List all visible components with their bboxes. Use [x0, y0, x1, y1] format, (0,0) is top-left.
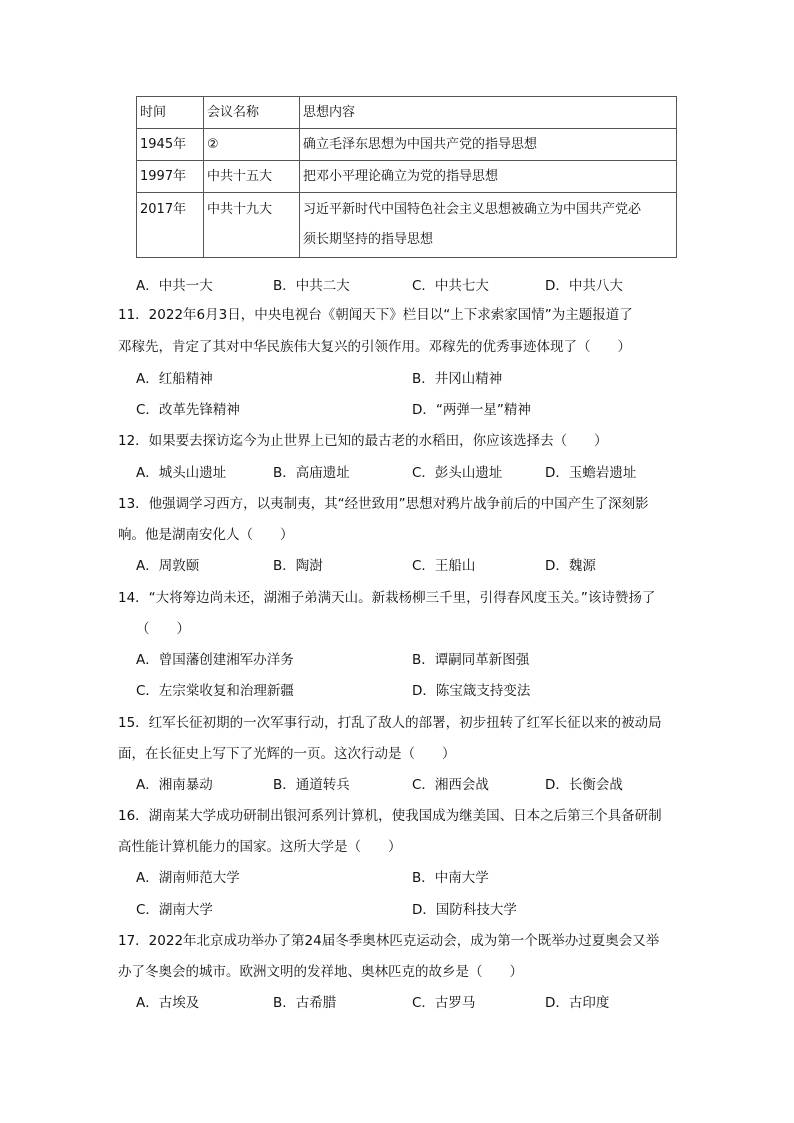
- table-header-cell: 思想内容: [300, 97, 677, 129]
- table-cell-content-line: 习近平新时代中国特色社会主义思想被确立为中国共产党必: [303, 202, 642, 217]
- q11-stem-line1: 11．2022年6月3日，中央电视台《朝闻天下》栏目以“上下求索家国情”为主题报道了: [118, 307, 633, 323]
- q12-option-c[interactable]: C．彭头山遗址: [412, 465, 503, 481]
- q10-option-a[interactable]: A．中共一大: [136, 278, 213, 294]
- q12-option-d[interactable]: D．玉蟾岩遗址: [545, 465, 637, 481]
- q15-option-c[interactable]: C．湘西会战: [412, 777, 489, 793]
- q11-option-a[interactable]: A．红船精神: [136, 371, 213, 387]
- q17-option-b[interactable]: B．古希腊: [273, 995, 337, 1011]
- q11-option-b[interactable]: B．井冈山精神: [412, 371, 503, 387]
- q17-option-a[interactable]: A．古埃及: [136, 995, 200, 1011]
- table-cell-meeting: 中共十九大: [204, 193, 300, 258]
- q17-stem-line1: 17．2022年北京成功举办了第24届冬季奥林匹克运动会，成为第一个既举办过夏奥会又举: [118, 933, 660, 949]
- q14-stem-line1: 14．“大将筹边尚未还，湖湘子弟满天山。新栽杨柳三千里，引得春风度玉关。”该诗赞扬了: [118, 590, 656, 606]
- q12-option-b[interactable]: B．高庙遗址: [273, 465, 350, 481]
- q15-option-d[interactable]: D．长衡会战: [545, 777, 623, 793]
- q15-stem-line2: 面，在长征史上写下了光辉的一页。这次行动是（ ）: [118, 746, 456, 762]
- q14-option-a[interactable]: A．曾国藩创建湘军办洋务: [136, 652, 294, 668]
- table-cell-content-line: 须长期坚持的指导思想: [303, 232, 434, 247]
- q14-stem-line2: （ ）: [136, 621, 190, 637]
- q17-option-d[interactable]: D．古印度: [545, 995, 610, 1011]
- table-header-cell: 时间: [137, 97, 204, 129]
- q15-stem-line1: 15．红军长征初期的一次军事行动，打乱了敌人的部署，初步扭转了红军长征以来的被动局: [118, 715, 662, 731]
- q13-stem-line1: 13．他强调学习西方，以夷制夷，其“经世致用”思想对鸦片战争前后的中国产生了深刻影: [118, 496, 649, 512]
- table-row: [137, 129, 677, 161]
- table-cell-content: [300, 193, 677, 258]
- q17-option-c[interactable]: C．古罗马: [412, 995, 476, 1011]
- q16-stem-line1: 16．湖南某大学成功研制出银河系列计算机，使我国成为继美国、日本之后第三个具备研制: [118, 808, 662, 824]
- q11-option-c[interactable]: C．改革先锋精神: [136, 402, 240, 418]
- q13-option-d[interactable]: D．魏源: [545, 558, 596, 574]
- table-cell-meeting: 中共十五大: [204, 161, 300, 193]
- q14-option-d[interactable]: D．陈宝箴支持变法: [412, 683, 531, 699]
- q11-stem-line2: 邓稼先，肯定了其对中华民族伟大复兴的引领作用。邓稼先的优秀事迹体现了（ ）: [118, 339, 631, 355]
- q13-option-b[interactable]: B．陶澍: [273, 558, 323, 574]
- table-cell-meeting: ②: [204, 129, 300, 161]
- q16-option-c[interactable]: C．湖南大学: [136, 902, 213, 918]
- q13-option-c[interactable]: C．王船山: [412, 558, 476, 574]
- table-header-cell: 会议名称: [204, 97, 300, 129]
- table-cell-content: 把邓小平理论确立为党的指导思想: [300, 161, 677, 193]
- q16-option-b[interactable]: B．中南大学: [412, 870, 489, 886]
- q16-option-a[interactable]: A．湖南师范大学: [136, 870, 240, 886]
- q16-stem-line2: 高性能计算机能力的国家。这所大学是（ ）: [118, 839, 402, 855]
- q17-stem-line2: 办了冬奥会的城市。欧洲文明的发祥地、奥林匹克的故乡是（ ）: [118, 964, 523, 980]
- q13-stem-line2: 响。他是湖南安化人（ ）: [118, 527, 294, 543]
- table-header-row: [137, 97, 677, 129]
- q10-option-d[interactable]: D．中共八大: [545, 278, 623, 294]
- table-cell-time: 2017年: [137, 193, 204, 258]
- q13-option-a[interactable]: A．周敦颐: [136, 558, 200, 574]
- table-row: [137, 161, 677, 193]
- q15-option-a[interactable]: A．湘南暴动: [136, 777, 213, 793]
- table-cell-content: 确立毛泽东思想为中国共产党的指导思想: [300, 129, 677, 161]
- q14-option-c[interactable]: C．左宗棠收复和治理新疆: [136, 683, 294, 699]
- q16-option-d[interactable]: D．国防科技大学: [412, 902, 517, 918]
- q10-option-c[interactable]: C．中共七大: [412, 278, 489, 294]
- q14-option-b[interactable]: B．谭嗣同革新图强: [412, 652, 530, 668]
- q10-option-b[interactable]: B．中共二大: [273, 278, 350, 294]
- q12-option-a[interactable]: A．城头山遗址: [136, 465, 227, 481]
- q15-option-b[interactable]: B．通道转兵: [273, 777, 350, 793]
- table-row: [137, 193, 677, 258]
- meeting-table: [136, 96, 677, 258]
- table-cell-time: 1945年: [137, 129, 204, 161]
- q11-option-d[interactable]: D．“两弹一星”精神: [412, 402, 531, 418]
- q12-stem-line1: 12．如果要去探访迄今为止世界上已知的最古老的水稻田，你应该选择去（ ）: [118, 433, 608, 449]
- table-cell-time: 1997年: [137, 161, 204, 193]
